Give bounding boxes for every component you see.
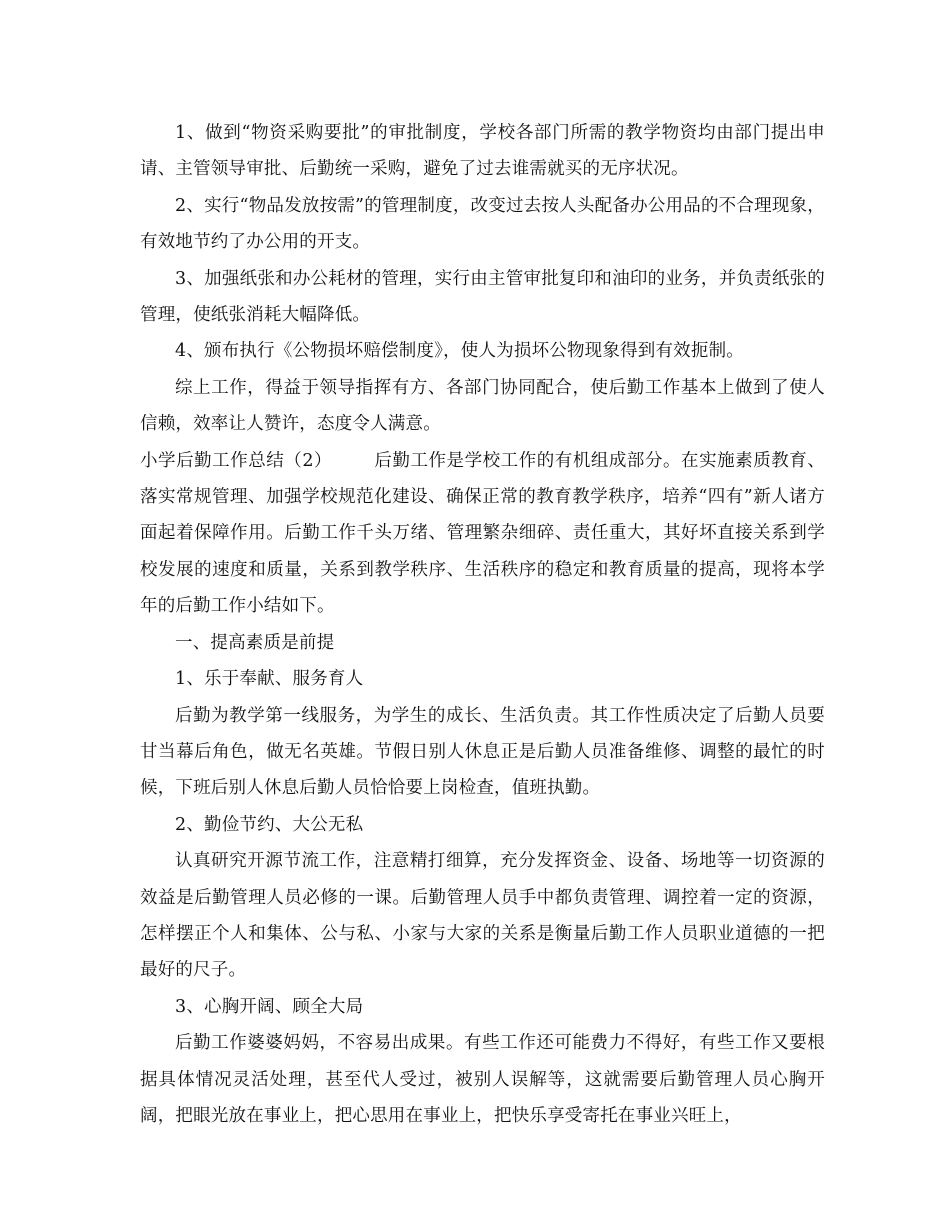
paragraph-summary: 综上工作，得益于领导指挥有方、各部门协同配合，使后勤工作基本上做到了使人信赖，效率让人赞许，态度令人满意。 [140,377,825,435]
heading-improve-quality: 一、提高素质是前提 [175,632,335,653]
paragraph-dedication: 后勤为教学第一线服务，为学生的成长、生活负责。其工作性质决定了后勤人员要甘当幕后角色，做无名英雄。节假日别人休息正是后勤人员准备维修、调整的最忙的时候，下班后别人休息后勤人员恰恰要上岗检查，值班执勤。 [140,705,825,799]
paragraph-distribution-on-demand: 2、实行“物品发放按需”的管理制度，改变过去按人头配备办公用品的不合理现象，有效地节约了办公用的开支。 [140,195,825,253]
subheading-dedication: 1、乐于奉献、服务育人 [175,669,364,690]
paragraph-damage-compensation: 4、颁布执行《公物损坏赔偿制度》，使人为损坏公物现象得到有效扼制。 [175,341,744,362]
section2-intro: 后勤工作是学校工作的有机组成部分。在实施素质教育、落实常规管理、加强学校规范化建设、确保正常的教育教学秩序，培养“四有”新人诸方面起着保障作用。后勤工作千头万绪、管理繁杂细碎、责任重大，其好坏直接关系到学校发展的速度和质量，关系到教学秩序、生活秩序的稳定和教育质量的提高，现将本学年的后勤工作小结如下。 [140,450,826,617]
document-body [140,115,825,1134]
paragraph-frugality: 认真研究开源节流工作，注意精打细算，充分发挥资金、设备、场地等一切资源的效益是后勤管理人员必修的一课。后勤管理人员手中都负责管理、调控着一定的资源，怎样摆正个人和集体、公与私、小家与大家的关系是衡量后勤工作人员职业道德的一把最好的尺子。 [140,851,825,981]
section2-paragraph [140,443,825,625]
paragraph-paper-management: 3、加强纸张和办公耗材的管理，实行由主管审批复印和油印的业务，并负责纸张的管理，使纸张消耗大幅降低。 [140,268,825,326]
paragraph-purchase-approval: 1、做到“物资采购要批”的审批制度，学校各部门所需的教学物资均由部门提出申请、主管领导审批、后勤统一采购，避免了过去谁需就买的无序状况。 [140,123,825,180]
paragraph-open-mind: 后勤工作婆婆妈妈，不容易出成果。有些工作还可能费力不得好，有些工作又要根据具体情况灵活处理，甚至代人受过，被别人误解等，这就需要后勤管理人员心胸开阔，把眼光放在事业上，把心思用在事业上，把快乐享受寄托在事业兴旺上， [140,1033,825,1126]
subheading-frugality: 2、勤俭节约、大公无私 [175,814,364,835]
section2-title: 小学后勤工作总结（2） [140,450,333,471]
subheading-open-mind: 3、心胸开阔、顾全大局 [175,996,364,1017]
